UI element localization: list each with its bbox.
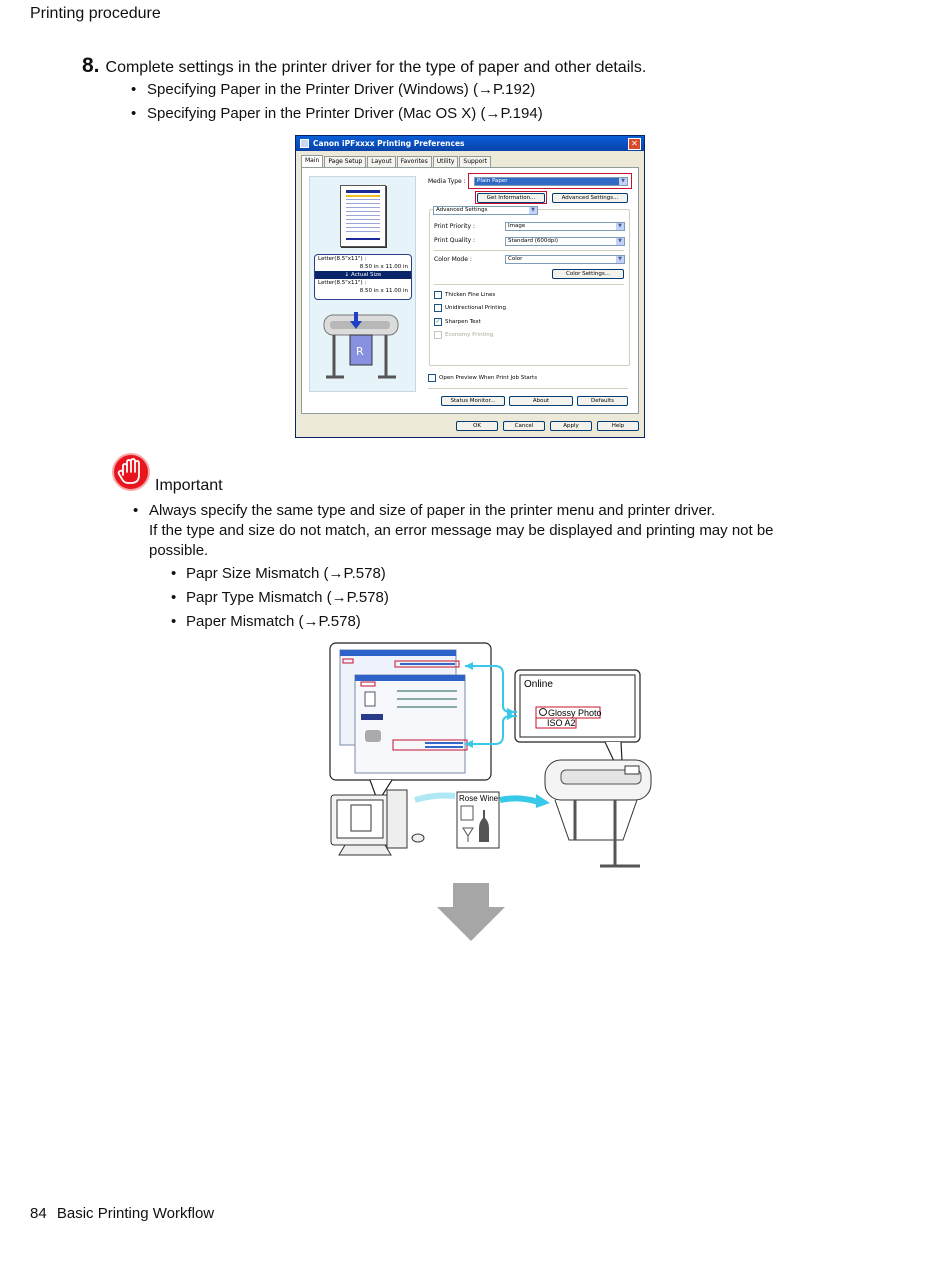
page-footer xyxy=(30,1205,214,1222)
paper-match-illustration xyxy=(325,640,660,875)
down-arrow-icon xyxy=(436,883,506,941)
chevron-down-icon: ▼ xyxy=(616,256,624,263)
printing-preferences-dialog xyxy=(295,135,645,438)
open-preview-checkbox[interactable]: Open Preview When Print Job Starts xyxy=(428,374,537,382)
about-button[interactable]: About xyxy=(509,396,573,406)
step-number: 8. xyxy=(82,54,100,77)
tab-favorites[interactable]: Favorites xyxy=(397,156,432,167)
chevron-down-icon: ▼ xyxy=(529,207,537,214)
printer-display-size: ISO A2 xyxy=(547,718,576,728)
cancel-button[interactable]: Cancel xyxy=(503,421,545,431)
status-monitor-button[interactable]: Status Monitor... xyxy=(441,396,505,406)
defaults-button[interactable]: Defaults xyxy=(577,396,628,406)
dialog-titlebar xyxy=(296,136,644,151)
sharpen-text-checkbox[interactable]: ✓ Sharpen Text xyxy=(435,318,481,325)
printer-illustration xyxy=(320,307,404,383)
chevron-down-icon: ▼ xyxy=(619,178,627,185)
layout-preview xyxy=(309,176,416,392)
chapter-name: Basic Printing Workflow xyxy=(56,1205,215,1222)
list-item: • Papr Type Mismatch (→P.578) xyxy=(171,589,389,606)
tab-layout[interactable]: Layout xyxy=(367,156,395,167)
section-title: Printing procedure xyxy=(30,5,161,22)
print-priority-select[interactable]: Image ▼ xyxy=(505,222,625,231)
list-item: • Specifying Paper in the Printer Driver (Windows) (→P.192) xyxy=(131,81,536,98)
list-item: • Papr Size Mismatch (→P.578) xyxy=(171,565,386,582)
get-information-button[interactable]: Get Information... xyxy=(477,193,545,203)
dialog-title: Canon iPFxxxx Printing Preferences xyxy=(313,139,465,148)
source-size-dims: 8.50 in x 11.00 in xyxy=(359,264,408,270)
tab-main[interactable]: Main xyxy=(301,155,323,167)
output-size-label: Letter(8.5"x11") : xyxy=(318,280,367,286)
stop-hand-icon xyxy=(112,453,152,493)
thicken-fine-lines-checkbox[interactable]: Thicken Fine Lines xyxy=(434,291,495,299)
economy-printing-checkbox: Economy Printing xyxy=(434,331,493,339)
tab-page-setup[interactable]: Page Setup xyxy=(324,156,366,167)
list-item: • Paper Mismatch (→P.578) xyxy=(171,613,361,630)
source-size-label: Letter(8.5"x11") : xyxy=(318,256,367,262)
print-quality-label: Print Quality : xyxy=(434,237,476,244)
printer-display-status: Online xyxy=(524,679,553,690)
tab-utility[interactable]: Utility xyxy=(433,156,459,167)
page-thumbnail xyxy=(340,185,386,247)
ok-button[interactable]: OK xyxy=(456,421,498,431)
important-heading: Important xyxy=(155,477,223,494)
link-papr-size-mismatch[interactable]: Papr Size Mismatch (→P.578) xyxy=(186,565,386,582)
link-windows-paper[interactable]: Specifying Paper in the Printer Driver (Windows) (→P.192) xyxy=(147,81,536,98)
color-settings-button[interactable]: Color Settings... xyxy=(552,269,624,279)
tab-bar xyxy=(301,156,492,167)
print-quality-select[interactable]: Standard (600dpi) ▼ xyxy=(505,237,625,246)
printer-icon xyxy=(300,139,309,148)
close-icon[interactable]: ✕ xyxy=(628,138,641,150)
step-text: Complete settings in the printer driver for the type of paper and other details. xyxy=(105,59,647,76)
svg-text:R: R xyxy=(356,345,364,358)
link-paper-mismatch[interactable]: Paper Mismatch (→P.578) xyxy=(186,613,361,630)
color-mode-select[interactable]: Color ▼ xyxy=(505,255,625,264)
link-mac-paper[interactable]: Specifying Paper in the Printer Driver (Mac OS X) (→P.194) xyxy=(147,105,543,122)
main-tab-panel xyxy=(301,167,639,414)
highlight-frame xyxy=(468,173,632,189)
media-type-label: Media Type : xyxy=(428,178,466,185)
list-item: • Always specify the same type and size of paper in the printer menu and printer driver. If the type and size do not match, an error message may be displayed and printing may not be possible. xyxy=(133,501,823,561)
help-button[interactable]: Help xyxy=(597,421,639,431)
advanced-settings-button[interactable]: Advanced Settings... xyxy=(552,193,628,203)
unidirectional-printing-checkbox[interactable]: Unidirectional Printing xyxy=(434,304,506,312)
color-mode-label: Color Mode : xyxy=(434,256,472,263)
mode-select[interactable]: Advanced Settings ▼ xyxy=(433,206,538,215)
print-priority-label: Print Priority : xyxy=(434,223,475,230)
important-text-line1: Always specify the same type and size of paper in the printer menu and printer driver. xyxy=(149,502,716,519)
list-item: • Specifying Paper in the Printer Driver (Mac OS X) (→P.194) xyxy=(131,105,543,122)
chevron-down-icon: ▼ xyxy=(616,238,624,245)
printer-display-media: Glossy Photo xyxy=(548,708,602,718)
chevron-down-icon: ▼ xyxy=(616,223,624,230)
important-text-line2: If the type and size do not match, an error message may be displayed and printing may not be possible. xyxy=(149,522,774,559)
job-label: Rose Wine xyxy=(459,794,499,803)
settings-group xyxy=(429,209,630,366)
page-number: 84 xyxy=(30,1205,47,1222)
media-type-select[interactable]: Plain Paper ▼ xyxy=(474,177,628,186)
paper-size-summary xyxy=(314,254,412,300)
tab-support[interactable]: Support xyxy=(459,156,491,167)
important-note xyxy=(133,501,823,561)
step-instruction xyxy=(82,54,646,78)
link-papr-type-mismatch[interactable]: Papr Type Mismatch (→P.578) xyxy=(186,589,389,606)
apply-button[interactable]: Apply xyxy=(550,421,592,431)
output-size-dims: 8.50 in x 11.00 in xyxy=(359,288,408,294)
actual-size-indicator: ↓ Actual Size xyxy=(315,271,411,279)
